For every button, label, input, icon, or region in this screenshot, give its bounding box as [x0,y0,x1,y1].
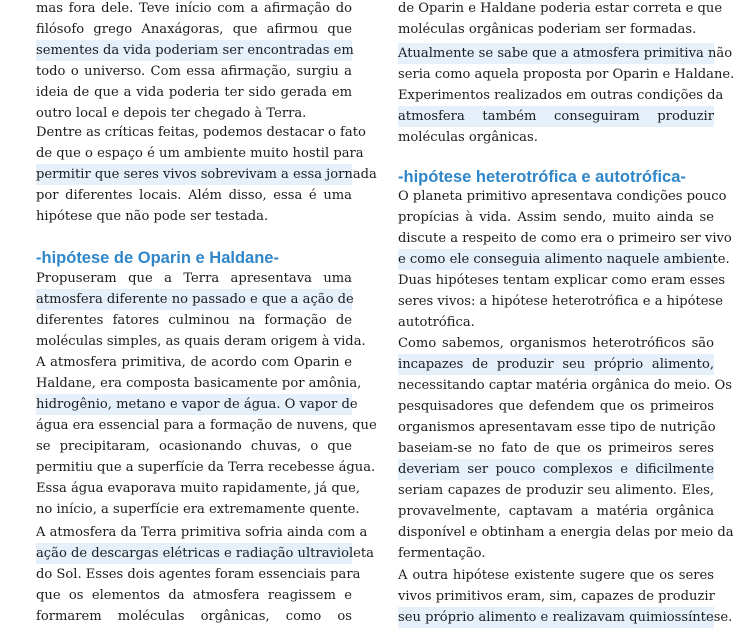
text-line: necessitando captar matéria orgânica do meio. Os [398,378,732,393]
text-line: atmosfera diferente no passado e que a ação de [36,289,352,310]
text-line: atmosfera também conseguiram produzir [398,106,714,127]
text-line: A outra hipótese existente sugere que os seres [398,568,714,583]
text-line: moléculas orgânicas. [398,130,538,145]
text-line: autotrófica. [398,315,475,330]
text-line: O planeta primitivo apresentava condições pouco [398,189,727,204]
text-line: hipótese que não pode ser testada. [36,209,269,224]
text-line: Propuseram que a Terra apresentava uma [36,271,352,286]
text-line: incapazes de produzir seu próprio alimento, [398,354,714,375]
paragraph-experiment-end [398,0,723,40]
paragraph-current-knowledge [398,43,735,148]
text-line: água era essencial para a formação de nuvens, que [36,418,377,433]
paragraph-primitive-planet [398,186,732,333]
text-line: Dentre as críticas feitas, podemos destacar o fato [36,125,366,140]
paragraph-atmosphere [36,352,377,520]
text-line: e como ele conseguia alimento naquele ambiente. [398,249,714,270]
paragraph-criticism [36,122,377,227]
text-line: seu próprio alimento e realizavam quimiossíntese. [398,607,714,628]
text-line: Duas hipóteses tentam explicar como eram esses [398,273,726,288]
text-line: fermentação. [398,546,486,561]
text-line: seriam capazes de produzir seu alimento. Eles, [398,483,714,498]
text-line: permitiu que a superfície da Terra recebesse água. [36,460,376,475]
text-line: pesquisadores que defendem que os primeiros [398,399,714,414]
text-line: deveriam ser pouco complexos e dificilmente [398,459,714,480]
text-line: no início, a superfície era extremamente quente. [36,502,360,517]
text-line: A atmosfera primitiva, de acordo com Oparin e [36,355,352,370]
heading-heterotrophic-autotrophic: -hipótese heterotrófica e autotrófica- [398,168,686,186]
text-line: Haldane, era composta basicamente por amônia, [36,376,362,391]
paragraph-autotrophic [398,565,733,628]
text-line: se precipitaram, ocasionando chuvas, o que [36,439,352,454]
text-line: Essa água evaporava muito rapidamente, já que, [36,481,361,496]
text-line: todo o universo. Com essa afirmação, surgiu a [36,64,352,79]
text-line: do Sol. Esses dois agentes foram essenciais para [36,567,361,582]
text-line: disponível e obtinham a energia delas por meio da [398,525,734,540]
text-line: ação de descargas elétricas e radiação ultravioleta [36,543,352,564]
text-line: Experimentos realizados em outras condições da [398,88,724,103]
text-line: outro local e depois ter chegado à Terra. [36,106,307,121]
paragraph-heterotrophic [398,333,734,564]
text-line: moléculas orgânicas poderiam ser formadas. [398,22,697,37]
text-line: Atualmente se sabe que a atmosfera primitiva não [398,43,714,64]
text-line: organismos apresentavam esse tipo de nutrição [398,420,716,435]
text-line: provavelmente, captavam a matéria orgânica [398,504,714,519]
text-line: ideia de que a vida poderia ter sido gerada em [36,85,352,100]
text-line: sementes da vida poderiam ser encontradas em [36,40,352,61]
text-line: de que o espaço é um ambiente muito hostil para [36,146,364,161]
text-line: A atmosfera da Terra primitiva sofria ainda com a [36,525,368,540]
text-line: seria como aquela proposta por Oparin e Haldane. [398,67,735,82]
text-line: de Oparin e Haldane poderia estar correta e que [398,1,723,16]
heading-oparin-haldane: -hipótese de Oparin e Haldane- [36,249,279,267]
text-line: diferentes fatores culminou na formação de [36,313,352,328]
text-line: permitir que seres vivos sobrevivam a essa jornada [36,164,352,185]
paragraph-panspermia [36,0,352,124]
text-line: mas fora dele. Teve início com a afirmação do [36,1,352,16]
text-line: vivos primitivos eram, sim, capazes de produzir [398,589,715,604]
text-line: moléculas simples, as quais deram origem à vida. [36,334,366,349]
text-line: por diferentes locais. Além disso, essa é uma [36,188,352,203]
text-line: filósofo grego Anaxágoras, que afirmou que [36,22,352,37]
text-line: baseiam-se no fato de que os primeiros seres [398,441,714,456]
text-line: propícias à vida. Assim sendo, muito ainda se [398,210,714,225]
text-line: discute a respeito de como era o primeiro ser vivo [398,231,732,246]
paragraph-discharges [36,522,374,627]
paragraph-oparin-intro [36,268,366,352]
text-line: seres vivos: a hipótese heterotrófica e a hipótese [398,294,724,309]
text-line: hidrogênio, metano e vapor de água. O vapor de [36,394,352,415]
text-line: que os elementos da atmosfera reagissem e [36,588,352,603]
text-line: Como sabemos, organismos heterotróficos são [398,336,714,351]
text-line: formarem moléculas orgânicas, como os [36,609,352,624]
